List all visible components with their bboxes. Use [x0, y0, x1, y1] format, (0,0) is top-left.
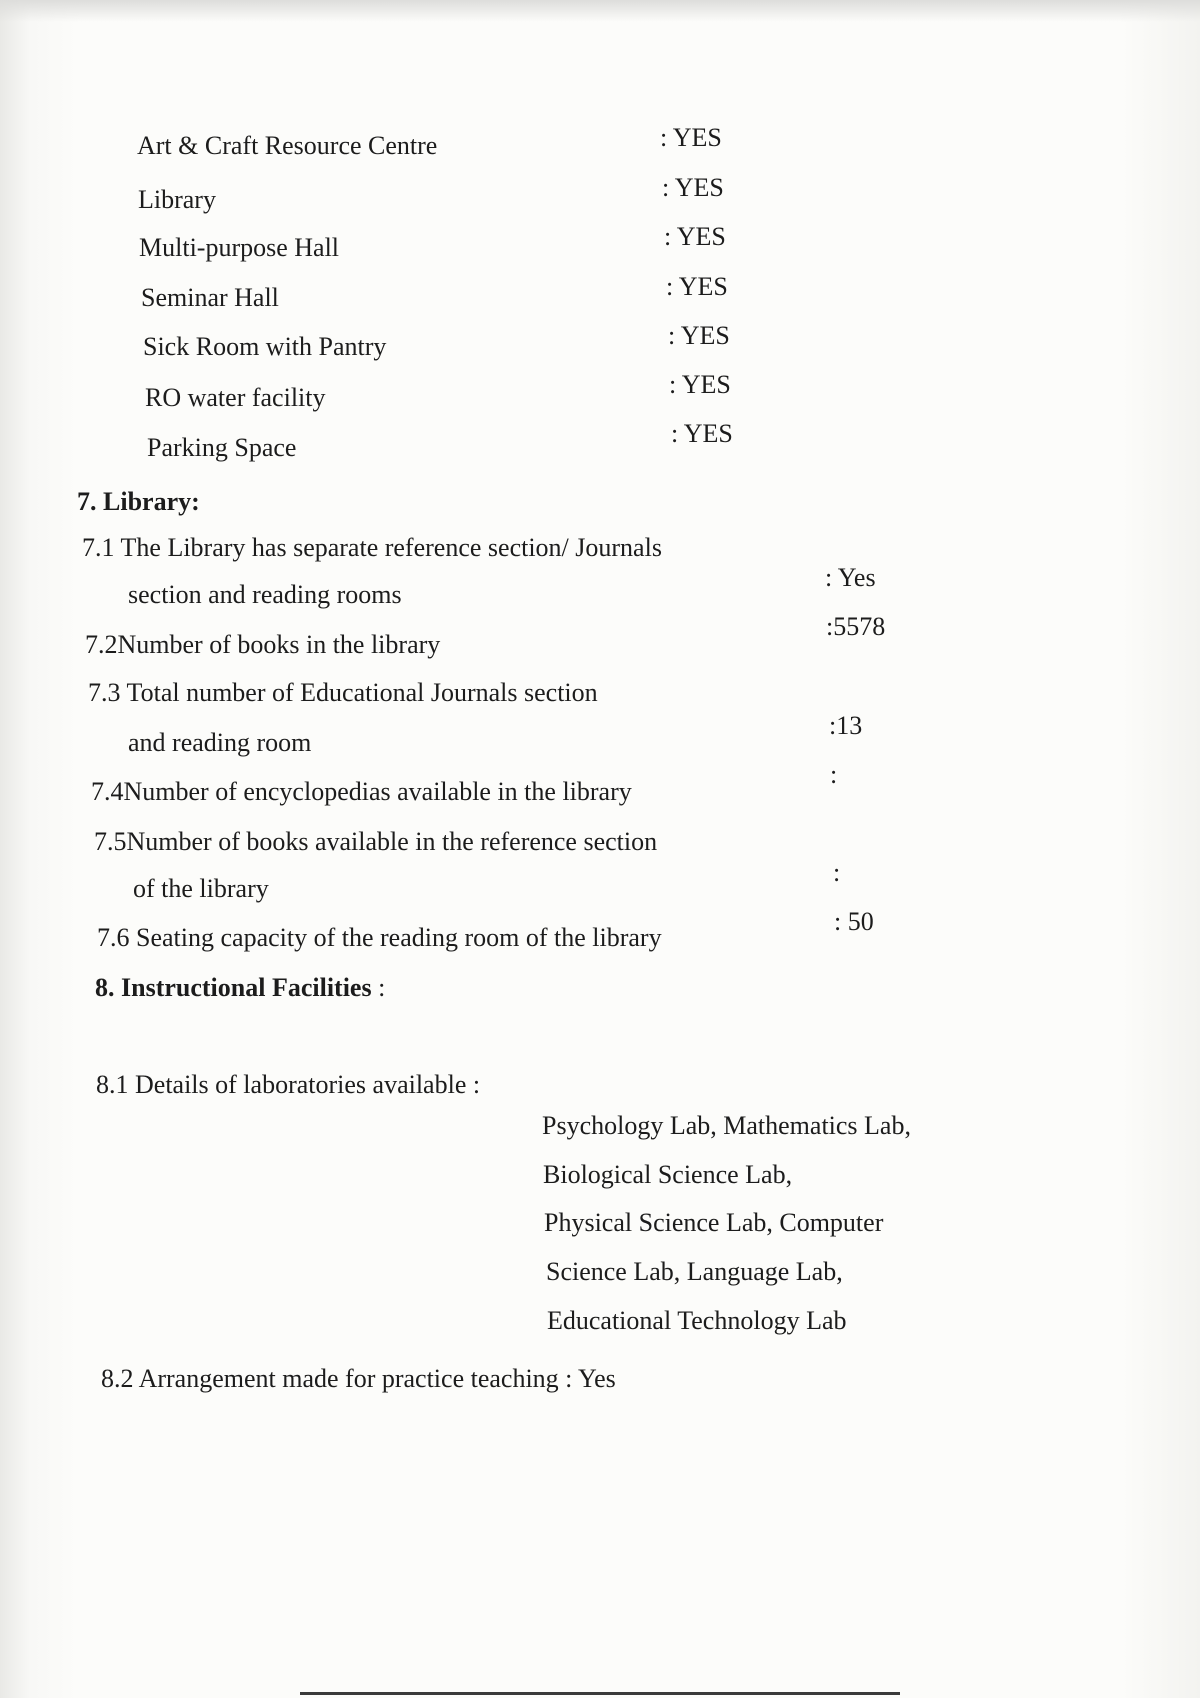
section-heading-library: 7. Library:	[77, 487, 200, 516]
facility-value: : YES	[669, 370, 731, 399]
item-text: Total number of Educational Journals section	[126, 678, 598, 707]
heading-colon: :	[378, 973, 386, 1002]
item-text: Number of encyclopedias available in the library	[123, 777, 632, 806]
library-item-7-3	[88, 678, 598, 708]
facility-value: : YES	[666, 272, 728, 301]
labs-list-line: Science Lab, Language Lab,	[546, 1257, 843, 1286]
item-value: :13	[829, 711, 863, 740]
item-value: :	[833, 858, 841, 887]
item-text-continued: of the library	[133, 874, 269, 903]
facility-label: Seminar Hall	[141, 283, 279, 312]
facility-value: : YES	[662, 173, 724, 202]
facility-label: Sick Room with Pantry	[143, 332, 387, 361]
library-item-7-2	[85, 630, 440, 660]
heading-text: 8. Instructional Facilities	[95, 973, 372, 1002]
library-item-7-1	[82, 533, 662, 563]
library-item-7-4	[91, 777, 632, 807]
instructional-item-8-1: 8.1 Details of laboratories available :	[96, 1070, 481, 1099]
library-item-7-6	[97, 923, 662, 953]
library-item-7-5	[94, 827, 657, 857]
item-number: 7.5	[94, 827, 127, 856]
labs-list-line: Biological Science Lab,	[543, 1160, 793, 1189]
item-text-continued: section and reading rooms	[128, 580, 402, 609]
item-value: : Yes	[825, 563, 876, 592]
labs-list-line: Psychology Lab, Mathematics Lab,	[542, 1111, 911, 1140]
instructional-item-8-2: 8.2 Arrangement made for practice teaching : Yes	[101, 1364, 616, 1393]
scan-edge-shadow	[0, 0, 1200, 22]
item-value: :	[830, 760, 838, 789]
facility-value: : YES	[668, 321, 730, 350]
item-text: Seating capacity of the reading room of the library	[136, 923, 662, 952]
facility-label: Library	[138, 185, 216, 214]
item-text-continued: and reading room	[128, 728, 312, 757]
facility-label: Multi-purpose Hall	[139, 233, 340, 262]
facility-value: : YES	[664, 222, 726, 251]
facility-label: RO water facility	[145, 383, 326, 412]
labs-list-line: Physical Science Lab, Computer	[544, 1208, 884, 1237]
scan-bottom-edge	[300, 1692, 900, 1695]
item-value: :5578	[826, 612, 886, 641]
facility-label: Parking Space	[147, 433, 297, 462]
item-number: 7.6	[97, 923, 130, 952]
item-number: 7.3	[88, 678, 121, 707]
item-number: 7.4	[91, 777, 124, 806]
facility-value: : YES	[660, 123, 722, 152]
item-text: Number of books available in the reference section	[126, 827, 658, 856]
item-text: The Library has separate reference section/ Journals	[120, 533, 662, 562]
item-number: 7.1	[82, 533, 115, 562]
facility-label: Art & Craft Resource Centre	[137, 131, 438, 160]
facility-value: : YES	[671, 419, 733, 448]
item-text: Number of books in the library	[117, 630, 441, 659]
labs-list-line: Educational Technology Lab	[547, 1306, 847, 1335]
section-heading-instructional	[95, 973, 385, 1003]
item-value: : 50	[834, 907, 874, 936]
item-number: 7.2	[85, 630, 118, 659]
